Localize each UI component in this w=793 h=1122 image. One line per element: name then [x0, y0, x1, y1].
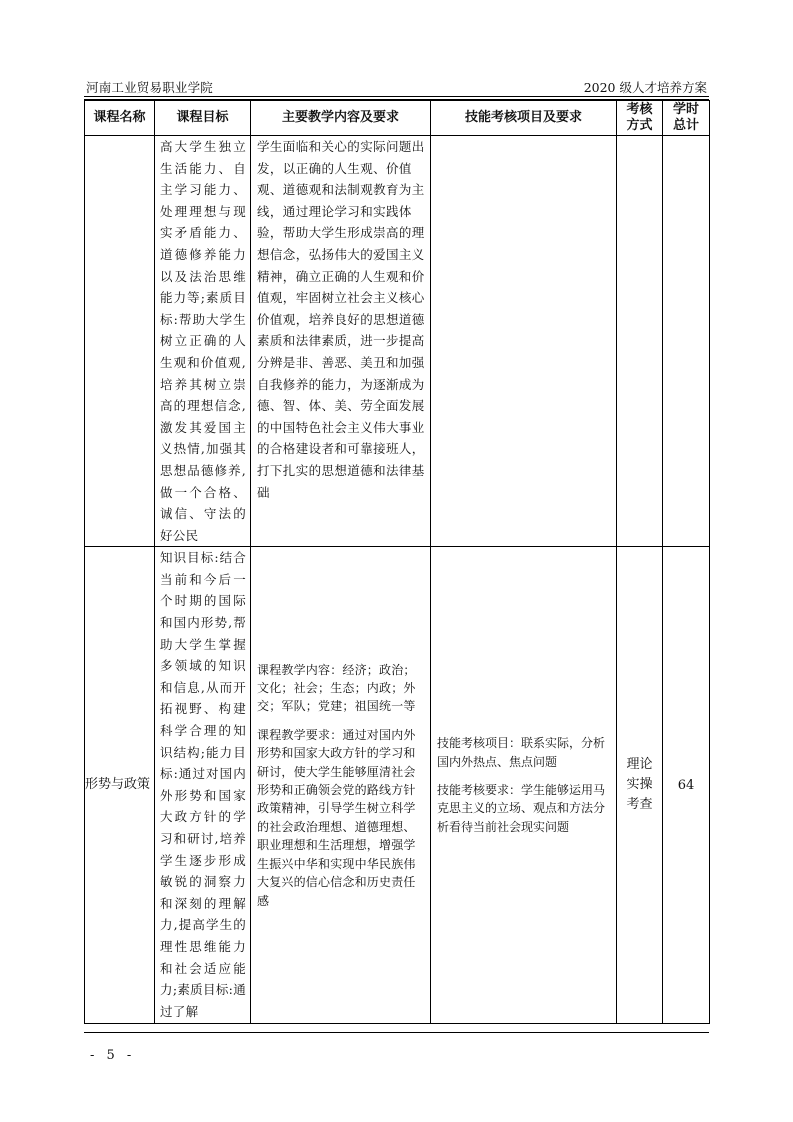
table-row: [85, 136, 710, 547]
header-method-line1: 考核: [626, 102, 653, 117]
header-total-hours: [663, 101, 710, 136]
method-line: 实操: [626, 777, 653, 793]
table-row: [85, 547, 710, 1024]
method-line: 考查: [626, 797, 653, 813]
header-main-content: 主要教学内容及要求: [251, 101, 431, 136]
school-name: 河南工业贸易职业学院: [86, 80, 214, 95]
course-goal-text: 知识目标:结合当前和今后一个时期的国际和国内形势,帮助大学生掌握多领域的知识和信息,从而开拓视野、构建科学合理的知识结构;能力目标:通过对国内外形势和国家大政方针的学习和研讨,培养学生逐步形成敏锐的洞察力和深刻的理解力,提高学生的理性思维能力和社会适应能力;素质目标:通过了解: [160, 550, 246, 1019]
course-table: [84, 100, 710, 1024]
main-content-paragraph: 课程教学内容：经济；政治；文化；社会；生态；内政；外交；军队；党建；祖国统一等: [257, 662, 416, 714]
main-content-cell: [251, 547, 431, 1024]
paragraph-gap: [431, 771, 616, 781]
paragraph-gap: [251, 716, 430, 726]
main-content-text: 学生面临和关心的实际问题出发，以正确的人生观、价值观、道德观和法制观教育为主线，通过理论学习和实践体验，帮助大学生形成崇高的理想信念，弘扬伟大的爱国主义精神，确立正确的人生观和价值观，牢固树立社会主义核心价值观，培养良好的思想道德素质和法律素质，进一步提高分辨是非、善恶、美丑和加强自我修养的能力，为逐渐成为德、智、体、美、劳全面发展的中国特色社会主义伟大事业的合格建设者和可靠接班人，打下扎实的思想道德和法律基础: [257, 139, 425, 500]
skill-assessment-paragraph: 技能考核项目：联系实际，分析国内外热点、焦点问题: [437, 736, 606, 769]
skill-assessment-cell: [431, 136, 617, 547]
assessment-method-cell: [617, 547, 663, 1024]
document-title: 2020 级人才培养方案: [583, 80, 707, 95]
skill-assessment-cell: [431, 547, 617, 1024]
skill-assessment-paragraph: 技能考核要求：学生能够运用马克思主义的立场、观点和方法分析看待当前社会现实问题: [437, 783, 606, 834]
course-name-cell: 形势与政策: [85, 547, 155, 1024]
header-skill-assessment: 技能考核项目及要求: [431, 101, 617, 136]
method-line: 理论: [626, 757, 653, 773]
header-method-line2: 方式: [626, 118, 653, 133]
header-hours-line2: 总计: [672, 118, 699, 133]
page-number: - 5 -: [90, 1048, 136, 1063]
assessment-method-cell: [617, 136, 663, 547]
table-header-row: [85, 101, 710, 136]
course-goal-text: 高大学生独立生活能力、自主学习能力、处理理想与现实矛盾能力、道德修养能力以及法治思维能力等;素质目标:帮助大学生树立正确的人生观和价值观,培养其树立崇高的理想信念,激发其爱国主义热情,加强其思想品德修养,做一个合格、诚信、守法的好公民: [160, 139, 246, 543]
header-assessment-method: [617, 101, 663, 136]
course-goal-cell: [155, 547, 251, 1024]
header-hours-line1: 学时: [672, 102, 699, 117]
course-goal-cell: [155, 136, 251, 547]
footer-rule: [84, 1032, 709, 1033]
header-rule: [84, 96, 709, 97]
header-course-name: 课程名称: [85, 101, 155, 136]
main-content-cell: [251, 136, 431, 547]
course-name-cell: [85, 136, 155, 547]
main-content-paragraph: 课程教学要求：通过对国内外形势和国家大政方针的学习和研讨，使大学生能够厘清社会形势和正确领会党的路线方针政策精神，引导学生树立科学的社会政治理想、道德理想、职业理想和生活理想，增强学生振兴中华和实现中华民族伟大复兴的信心信念和历史责任感: [257, 727, 416, 908]
header-course-goal: 课程目标: [155, 101, 251, 136]
total-hours-cell: [663, 136, 710, 547]
total-hours-cell: 64: [663, 547, 710, 1024]
